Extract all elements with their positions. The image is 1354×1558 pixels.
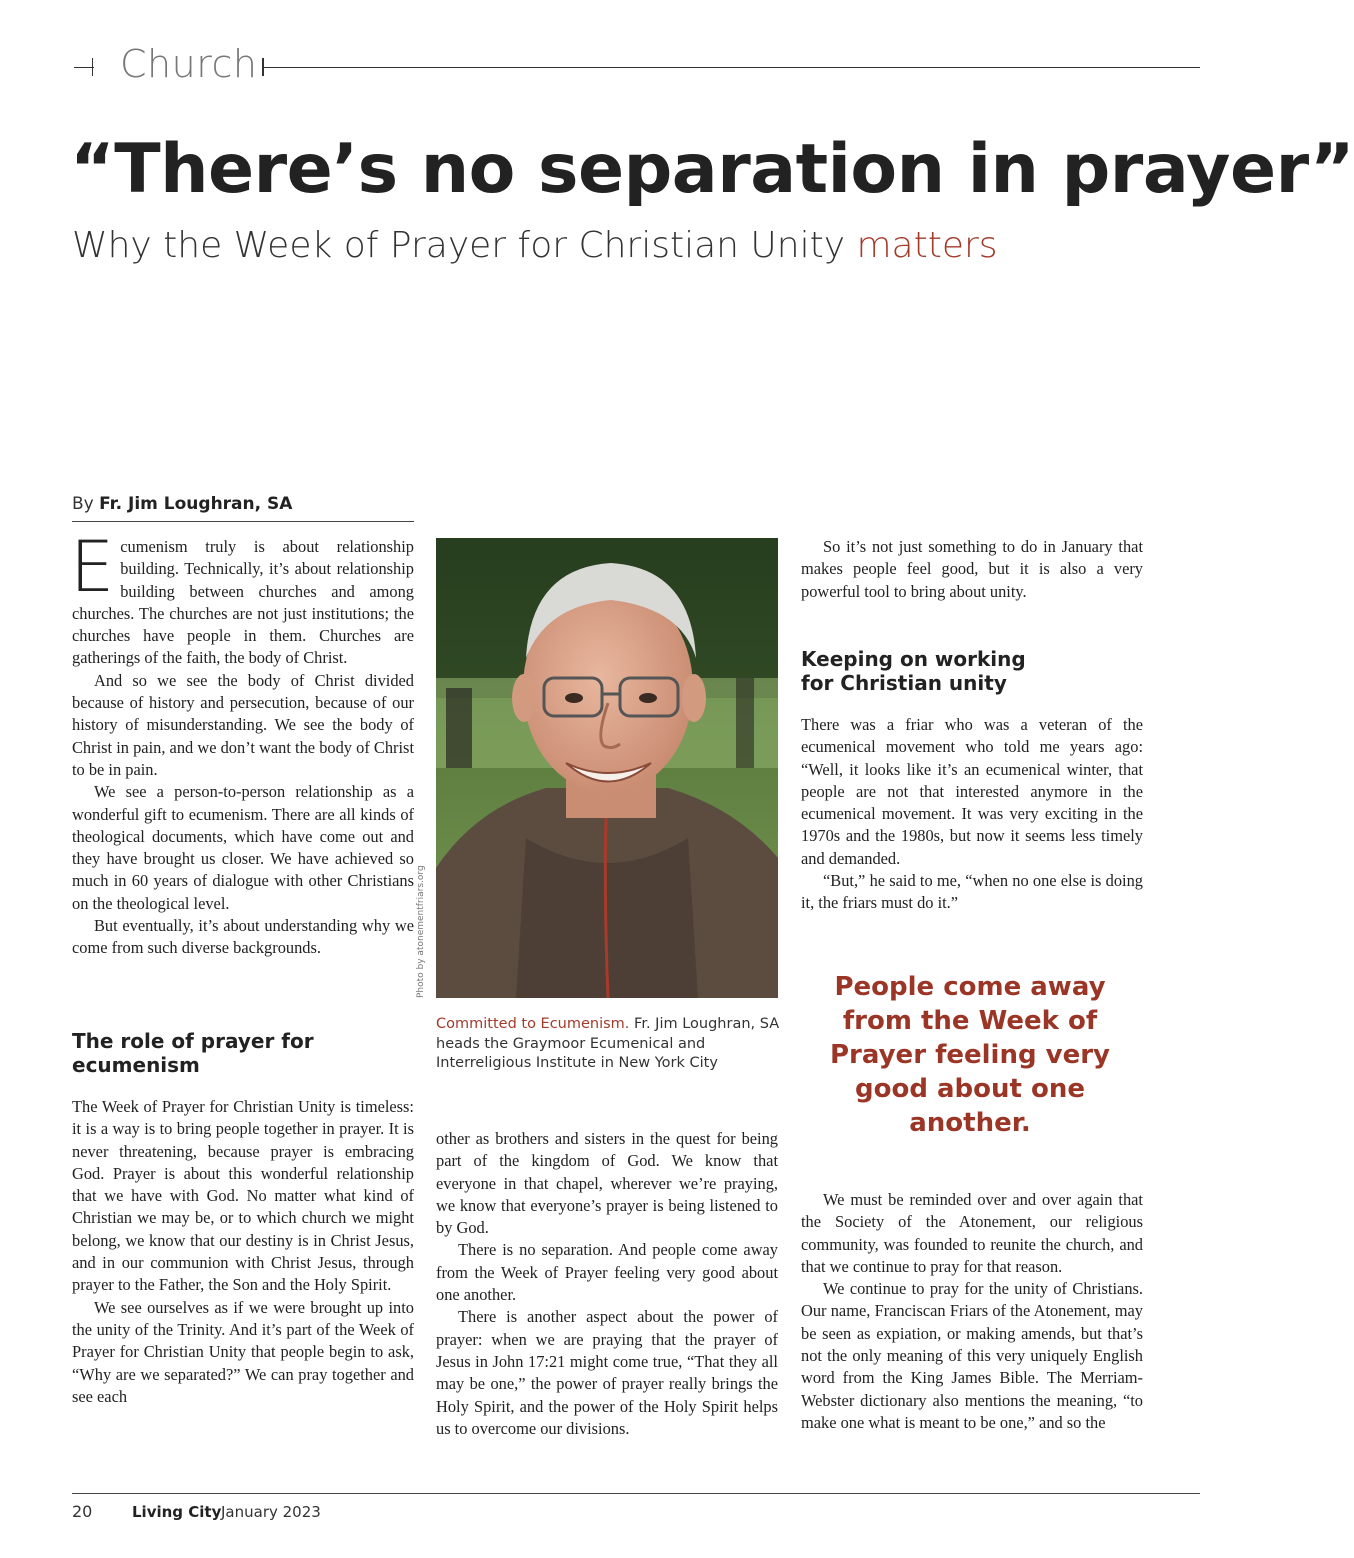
- paragraph-text: cumenism truly is about relationship building. Technically, it’s about relationship building between churches and among churches. The churches are not just institutions; the churches have people in them. Churches are gatherings of the faith, the body of Christ.: [72, 537, 414, 668]
- section-rule: [262, 67, 1200, 68]
- column-3-middle: [801, 714, 1143, 915]
- photo-credit: Photo by atonementfriars.org: [416, 865, 426, 998]
- photo-caption: [436, 1015, 781, 1074]
- paragraph: And so we see the body of Christ divided because of history and persecution, because of our history of misunderstanding. We see the body of Christ in pain, and we don’t want the body of Christ to be in pain.: [72, 670, 414, 779]
- caption-lead: Committed to Ecumenism.: [436, 1016, 630, 1032]
- paragraph: other as brothers and sisters in the quest for being part of the kingdom of God. We know that everyone in that chapel, wherever we’re praying, we know that everyone’s prayer is being listened to by God.: [436, 1129, 778, 1238]
- footer-rule: [72, 1493, 1200, 1494]
- paragraph: We must be reminded over and over again that the Society of the Atonement, our religious community, was founded to reunite the church, and that we continue to pray for that reason.: [801, 1190, 1143, 1276]
- portrait-photo: [436, 538, 778, 998]
- drop-cap: E: [70, 526, 115, 608]
- paragraph: We continue to pray for the unity of Christians. Our name, Franciscan Friars of the Atonement, may be seen as expiation, or making amends, but that’s not the only meaning of this very uniquely English word from the King James Bible. The Merriam-Webster dictionary also mentions the meaning, “to make one what is meant to be one,” and so the: [801, 1279, 1143, 1432]
- issue-date: January 2023: [221, 1503, 321, 1521]
- section-label: Church: [120, 42, 258, 86]
- byline-rule: [72, 521, 414, 522]
- paragraph: We see ourselves as if we were brought up into the unity of the Trinity. And it’s part of the Week of Prayer for Christian Unity that people begin to ask, “Why are we separated?” We can pray together and see each: [72, 1297, 414, 1406]
- subhead-main: Why the Week of Prayer for Christian Unity: [72, 225, 857, 266]
- paragraph: So it’s not just something to do in January that makes people feel good, but it is also a very powerful tool to bring about unity.: [801, 537, 1143, 601]
- pull-quote: People come away from the Week of Prayer feeling very good about one another.: [829, 972, 1110, 1138]
- page-number: 20: [72, 1502, 93, 1521]
- paragraph: The Week of Prayer for Christian Unity is timeless: it is a way is to bring people together in prayer. It is never threatening, because prayer is embracing God. Prayer is about this wonderful relationship that we have with God. No matter what kind of Christian we may be, or to which church we might belong, we know that our destiny is in Christ Jesus, and in our communion with Christ Jesus, through prayer to the Father, the Son and the Holy Spirit.: [72, 1097, 414, 1295]
- column-3-top: [801, 536, 1143, 603]
- section-rule-left: [74, 67, 94, 68]
- column-1-top: [70, 526, 414, 960]
- byline-prefix: By: [72, 494, 100, 514]
- paragraph: “But,” he said to me, “when no one else is doing it, the friars must do it.”: [801, 871, 1143, 913]
- portrait-illustration: [436, 538, 778, 998]
- subheading-keeping-on-working: Keeping on working for Christian unity: [801, 647, 1026, 695]
- subheading-role-of-prayer: The role of prayer for ecumenism: [72, 1029, 314, 1077]
- paragraph: There is another aspect about the power of prayer: when we are praying that the prayer of Jesus in John 17:21 might come true, “That they all may be one,” the power of prayer really brings the Holy Spirit, and the power of the Holy Spirit helps us to overcome our divisions.: [436, 1307, 778, 1438]
- publication-name: Living City: [132, 1503, 222, 1521]
- section-tick-left: [92, 58, 93, 76]
- paragraph: But eventually, it’s about understanding why we come from such diverse backgrounds.: [72, 916, 414, 958]
- subhead: [72, 225, 998, 266]
- caption-text: Fr. Jim Loughran, SA heads the Graymoor Ecumenical and Interreligious Institute in New York City: [436, 1016, 780, 1071]
- paragraph: We see a person-to-person relationship as a wonderful gift to ecumenism. There are all kinds of theological documents, which have come out and they have brought us closer. We have achieved so much in 60 years of dialogue with other Christians on the theological level.: [72, 782, 414, 913]
- headline: “There’s no separation in prayer”: [70, 130, 1354, 209]
- subhead-accent: matters: [856, 225, 998, 266]
- paragraph: [70, 526, 414, 670]
- column-3-bottom: [801, 1189, 1143, 1434]
- paragraph: There was a friar who was a veteran of the ecumenical movement who told me years ago: “Well, it looks like it’s an ecumenical winter, that people are not that interested anymore in the ecumenical movement. It was very exciting in the 1970s and the 1980s, but now it seems less timely and demanded.: [801, 715, 1143, 868]
- byline-author: Fr. Jim Loughran, SA: [99, 494, 293, 514]
- column-1-bottom: [72, 1096, 414, 1408]
- column-2: [436, 1128, 778, 1440]
- byline: [72, 494, 292, 514]
- paragraph: There is no separation. And people come away from the Week of Prayer feeling very good about one another.: [436, 1240, 778, 1305]
